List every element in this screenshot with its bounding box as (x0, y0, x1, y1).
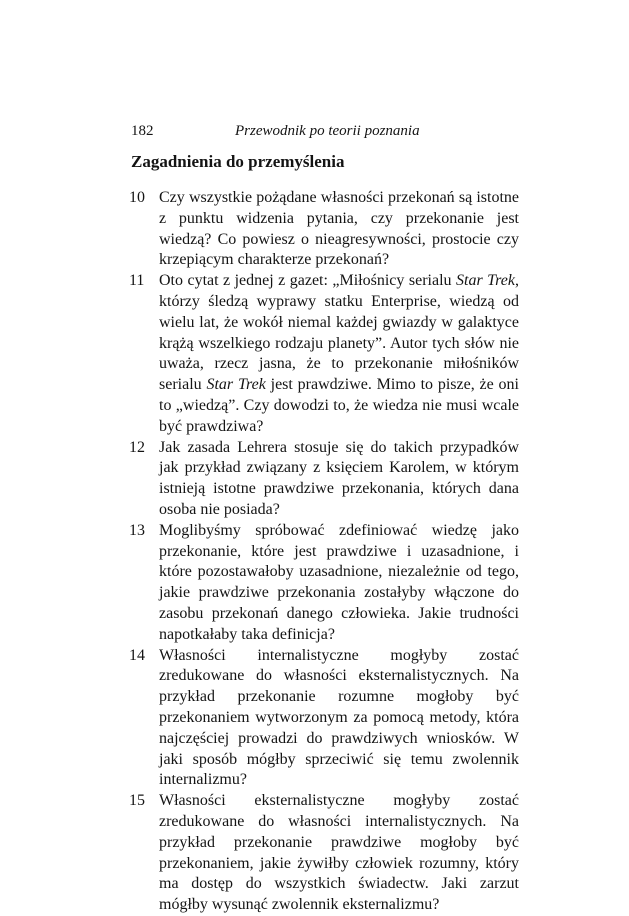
question-item (129, 438, 519, 521)
questions-list (129, 188, 519, 916)
question-text: Własności internalistyczne mogłyby zostać zredukowane do własności eksternalistycznych. Na przykład przekonanie rozumne mogłoby być przekonaniem wytworzonym za pomocą metody, która najczęściej prowadzi do prawdziwych wniosków. W jaki sposób mógłby sprzeciwić się temu zwolennik internalizmu? (159, 646, 519, 789)
question-number: 13 (129, 521, 145, 539)
question-text: Jak zasada Lehrera stosuje się do takich przypadków jak przykład związany z księciem Karolem, w którym istnieją istotne prawdziwe przekonania, których dana osoba nie posiada? (159, 438, 519, 518)
question-item (129, 791, 519, 916)
question-item (129, 521, 519, 646)
series-title: Star Trek (456, 272, 515, 290)
question-number: 10 (129, 189, 145, 206)
question-number: 12 (129, 438, 145, 456)
question-number: 11 (129, 272, 145, 290)
question-text: Czy wszystkie pożądane własności przekonań są istotne z punktu widzenia pytania, czy przekonanie jest wiedzą? Co powiesz o nieagresywności, prostocie czy krzepiącym charakterze przekonań? (159, 189, 519, 269)
question-item (129, 271, 519, 437)
question-item (129, 646, 519, 792)
question-text: Moglibyśmy spróbować zdefiniować wiedzę jako przekonanie, które jest prawdziwe i uzasadnione, i które pozostawałoby uzasadnione, niezależnie od tego, jakie prawdziwe przekonania zostałyby włączone do zasobu przekonań danego człowieka. Jakie trudności napotkałaby taka definicja? (159, 521, 519, 643)
question-text: Oto cytat z jednej z gazet: „Miłośnicy serialu Star Trek, którzy śledzą wyprawy statku Enterprise, wiedzą od wielu lat, że wokół niemal każdej gwiazdy w galaktyce krążą wszelkiego rodzaju planety”. Autor tych słów nie uważa, rzecz jasna, że to przekonanie miłośników serialu Star Trek jest prawdziwe. Mimo to pisze, że oni to „wiedzą”. Czy dowodzi to, że wiedza nie musi wcale być prawdziwa? (159, 272, 519, 435)
question-text: Własności eksternalistyczne mogłyby zostać zredukowane do własności internalistycznych. Na przykład przekonanie prawdziwe mogłoby być przekonaniem, jakie żywiłby człowiek rozumny, który ma dostęp do wszystkich świadectw. Jaki zarzut mógłby wysunąć zwolennik eksternalizmu? (159, 792, 519, 914)
running-head (131, 123, 515, 143)
running-title: Przewodnik po teorii poznania (235, 123, 420, 139)
question-item (129, 188, 519, 271)
question-number: 14 (129, 646, 145, 664)
section-title: Zagadnienia do przemyślenia (131, 152, 345, 171)
question-number: 15 (129, 792, 145, 810)
page-number: 182 (131, 123, 154, 139)
series-title: Star Trek (206, 376, 266, 394)
